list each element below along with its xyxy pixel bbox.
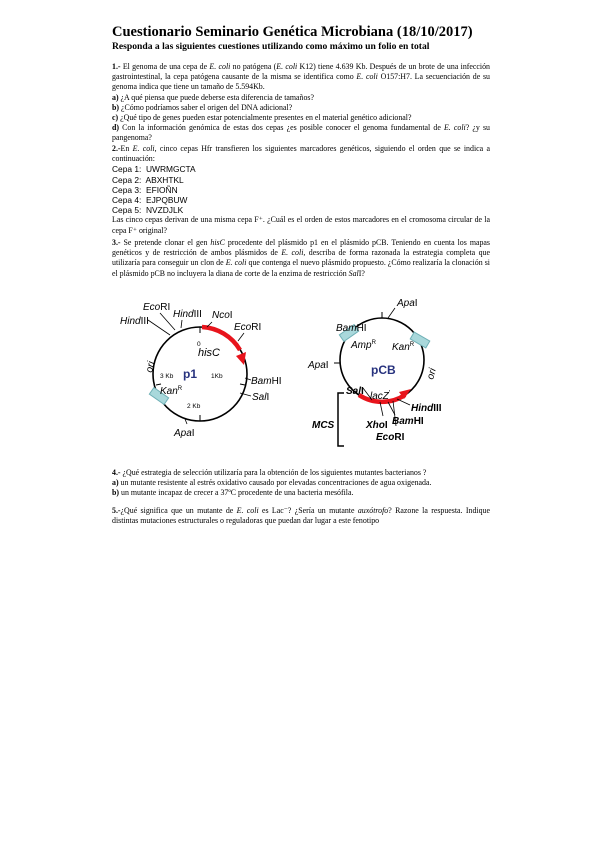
apai-site-label-pcb-top: ApaI [397, 298, 418, 309]
sali-site-label-pcb: SalI [346, 386, 364, 397]
hindiii-site-label-p1: HindIII [120, 316, 149, 327]
ecori-site-label-p1: EcoRI [143, 302, 171, 313]
marker-2kb: 2 Kb [187, 403, 201, 410]
hindiii-site-label-p1-b: HindIII [173, 309, 202, 320]
ori-label-p1: ori [144, 360, 158, 374]
apai-site-label-pcb-left: ApaI [308, 360, 329, 371]
strain-row: Cepa 5: NVZDJLK [112, 205, 184, 216]
hisC-arrowhead [236, 352, 246, 365]
lacZ-label: lacZ' [370, 390, 391, 402]
question-number: 5.- [112, 506, 121, 515]
plasmid-pcb-map [307, 298, 442, 446]
question-number: 4.- [112, 468, 121, 477]
ecori-site-label-pcb: EcoRI [376, 432, 405, 443]
sali-site-label-p1: SalI [252, 392, 270, 403]
question-number: 3.- [112, 238, 121, 247]
bamhi-site-label-p1: BamHI [251, 376, 282, 387]
question-4-statement: 4.- ¿Qué estrategia de selección utilizaría para la obtención de los siguientes mutantes bacterianos ? [112, 468, 427, 477]
question-1-part-d: d) Con la información genómica de estas dos cepas ¿es posible conocer el genoma fundamental de E. coli? ¿y su pangenoma? [112, 123, 490, 143]
question-1-part-b: b) ¿Cómo podríamos saber el origen del DNA adicional? [112, 102, 293, 112]
kanR-label-p1: Kan$^R$ [160, 386, 183, 397]
question-4-part-b: b) un mutante incapaz de crecer a 37ºC procedente de una bacteria mesófila. [112, 488, 354, 498]
bamhi-site-label-pcb: BamHI [392, 416, 424, 427]
plasmid-p1-name: p1 [183, 367, 198, 381]
hindiii-site-label-pcb: HindIII [411, 403, 442, 414]
strain-row: Cepa 3: EFIOÑN [112, 184, 178, 195]
question-4 [112, 468, 490, 499]
ecori-site-label-p1-b: EcoRI [234, 322, 262, 333]
plasmid-pcb-name: pCB [371, 363, 396, 377]
question-1-statement: 1.- El genoma de una cepa de E. coli no patógena (E. coli K12) tiene 4.639 Kb. Después de un brote de una infección gastrointestinal, la cepa patógena causante de la misma se identifica como E. coli O157:H7. La secuenciación de su genoma indica que tiene un tamaño de 5.594Kb. [112, 62, 490, 92]
xhoi-site-label-pcb: XhoI [366, 420, 388, 431]
question-1-part-c: c) ¿Qué tipo de genes pueden estar potencialmente presentes en el material genético adicional? [112, 113, 412, 123]
page-subtitle: Responda a las siguientes cuestiones utilizando como máximo un folio en total [112, 41, 430, 52]
question-number: 1.- [112, 62, 121, 71]
question-3-statement: 3.- Se pretende clonar el gen hisC procedente del plásmido p1 en el plásmido pCB. Teniendo en cuenta los mapas genéticos y de restricción de ambos plásmidos de E. coli, describa de forma razonada la estrategia completa que utilizaría para conseguir un clon de E. coli que contenga el nuevo plásmido propuesto. ¿Cómo realizaría la clonación si el plásmido pCB no incluyera la diana de corte de la enzima de restricción SalI? [112, 238, 490, 278]
mcs-bracket [338, 393, 344, 446]
question-5 [112, 506, 490, 526]
hisC-gene-label: hisC [198, 347, 221, 359]
ampR-label: Amp$^R$ [351, 340, 376, 351]
kanR-label-pcb: Kan$^R$ [392, 342, 415, 353]
bamhi-site-label-pcb-top: BamHI [336, 323, 367, 334]
ncoi-site-label-p1: NcoI [212, 310, 233, 321]
question-2-closing: Las cinco cepas derivan de una misma cepa F⁺. ¿Cuál es el orden de estos marcadores en el cromosoma circular de la cepa F⁺ original? [112, 215, 490, 235]
marker-0kb: 0 [197, 341, 201, 348]
question-1-part-a: a) ¿A qué piensa que puede deberse esta diferencia de tamaños? [112, 92, 315, 102]
ori-label-pcb: ori [425, 367, 439, 381]
question-2-statement: 2.-En E. coli, cinco cepas Hfr transfieren los siguientes marcadores genéticos, siguiendo el orden que se indica a continuación: [112, 144, 490, 164]
strain-row: Cepa 2: ABXHTKL [112, 174, 184, 185]
strain-row: Cepa 4: EJPQBUW [112, 195, 188, 206]
strain-row: Cepa 1: UWRMGCTA [112, 164, 196, 175]
marker-3kb: 3 Kb [160, 373, 174, 380]
plasmid-p1-map [120, 302, 282, 439]
apai-site-label-p1: ApaI [174, 428, 195, 439]
question-5-statement: 5.-¿Qué significa que un mutante de E. coli es Lac⁻? ¿Sería un mutante auxótrofo? Razone la respuesta. Indique distintas mutaciones estructurales o reguladoras que puedan dar lugar a este fenotipo [112, 506, 490, 526]
marker-1kb: 1Kb [211, 373, 223, 380]
page-title: Cuestionario Seminario Genética Microbiana (18/10/2017) [112, 24, 473, 40]
question-number: 2.- [112, 144, 121, 153]
mcs-label: MCS [312, 420, 335, 431]
question-4-part-a: a) un mutante resistente al estrés oxidativo causado por elevadas concentraciones de agua oxigenada. [112, 478, 432, 488]
